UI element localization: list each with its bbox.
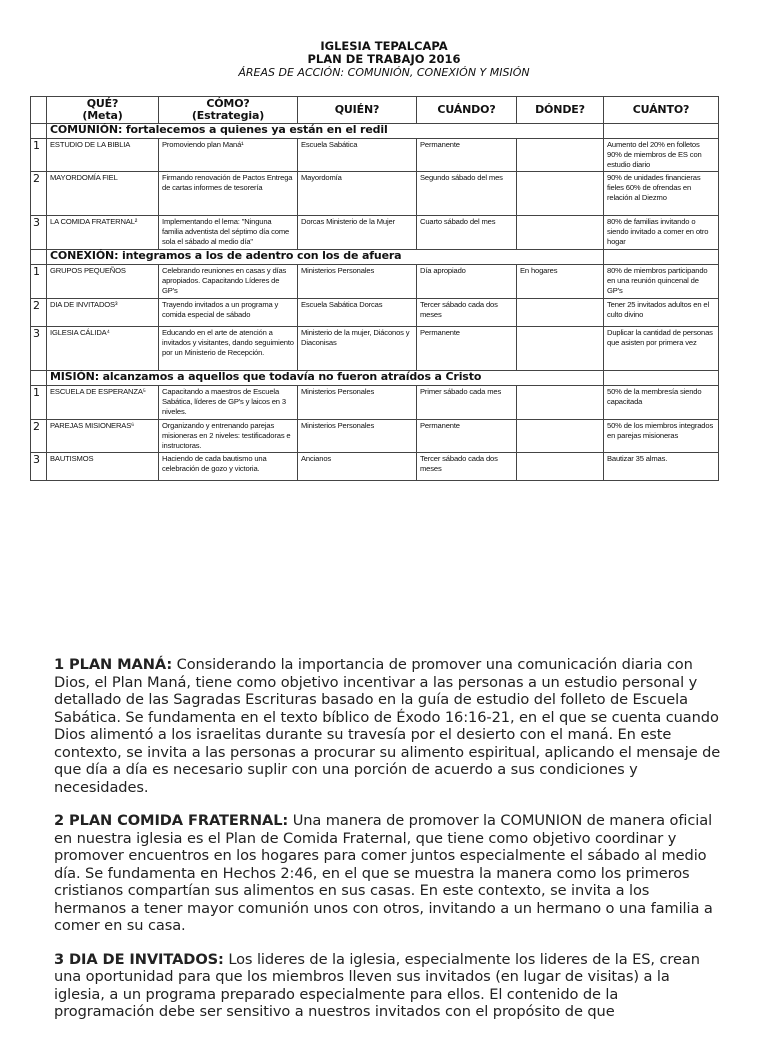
header-donde: DÓNDE? (517, 97, 604, 124)
table-row (31, 139, 719, 172)
plan-title: PLAN DE TRABAJO 2016 (307, 52, 461, 66)
row-num: 3 (31, 216, 47, 250)
cell-quien: Dorcas Ministerio de la Mujer (298, 216, 417, 250)
table-row (31, 299, 719, 327)
cell-que: ESTUDIO DE LA BIBLIA (47, 139, 159, 172)
cell-quien: Escuela Sabática Dorcas (298, 299, 417, 327)
document-header (0, 40, 768, 80)
row-num: 2 (31, 172, 47, 216)
cell-cuando: Cuarto sábado del mes (417, 216, 517, 250)
header-cuanto: CUÁNTO? (604, 97, 719, 124)
cell-donde (517, 216, 604, 250)
row-num: 3 (31, 453, 47, 481)
cell-cuando: Permanente (417, 420, 517, 453)
cell-cuanto: 80% de familias invitando o siendo invitado a comer en otro hogar (604, 216, 719, 250)
row-num: 1 (31, 386, 47, 420)
table-row (31, 386, 719, 420)
cell-como: Haciendo de cada bautismo una celebración de gozo y victoria. (159, 453, 298, 481)
cell-que: MAYORDOMÍA FIEL (47, 172, 159, 216)
cell-donde (517, 386, 604, 420)
cell-como: Trayendo invitados a un programa y comida especial de sábado (159, 299, 298, 327)
section-title: CONEXIÓN: integramos a los de adentro con los de afuera (47, 250, 604, 265)
work-plan-table (30, 96, 719, 481)
cell-que: GRUPOS PEQUEÑOS (47, 265, 159, 299)
table-row (31, 327, 719, 371)
row-num: 2 (31, 420, 47, 453)
note-lead: 3 DIA DE INVITADOS: (54, 950, 224, 968)
cell-cuando: Tercer sábado cada dos meses (417, 299, 517, 327)
note-text: Los lideres de la iglesia, especialmente los lideres de la ES, crean una oportunidad para que los miembros lleven sus invitados (en lugar de visitas) a la iglesia, a un programa preparado especialmente para ellos. El contenido de la programación debe ser sensitivo a nuestros invitados con el propósito de que (54, 950, 700, 1020)
footnotes (54, 656, 722, 1037)
section-num (31, 250, 47, 265)
cell-quien: Mayordomía (298, 172, 417, 216)
cell-cuando: Tercer sábado cada dos meses (417, 453, 517, 481)
cell-que: DIA DE INVITADOS³ (47, 299, 159, 327)
cell-que: LA COMIDA FRATERNAL² (47, 216, 159, 250)
cell-donde (517, 420, 604, 453)
cell-donde (517, 172, 604, 216)
row-num: 2 (31, 299, 47, 327)
section-empty (604, 371, 719, 386)
section-row (31, 124, 719, 139)
cell-cuanto: Duplicar la cantidad de personas que asisten por primera vez (604, 327, 719, 371)
note-text: Una manera de promover la COMUNION de manera oficial en nuestra iglesia es el Plan de Comida Fraternal, que tiene como objetivo coordinar y promover encuentros en los hogares para comer juntos especialmente el sábado al medio día. Se fundamenta en Hechos 2:46, en el que se muestra la manera como los primeros cristianos compartían sus alimentos en sus casas. En este contexto, se invita a los hermanos a tener mayor comunión unos con otros, invitando a un hermano o una familia a comer en su casa. (54, 812, 713, 934)
table-row (31, 453, 719, 481)
cell-donde (517, 453, 604, 481)
header-como: CÓMO? (Estrategia) (159, 97, 298, 124)
cell-como: Promoviendo plan Maná¹ (159, 139, 298, 172)
table-row (31, 216, 719, 250)
section-row (31, 250, 719, 265)
cell-como: Capacitando a maestros de Escuela Sabática, líderes de GP's y laicos en 3 niveles. (159, 386, 298, 420)
section-row (31, 371, 719, 386)
cell-donde: En hogares (517, 265, 604, 299)
cell-cuanto: 50% de los miembros integrados en parejas misioneras (604, 420, 719, 453)
header-quien: QUIÉN? (298, 97, 417, 124)
cell-como: Organizando y entrenando parejas misioneras en 2 niveles: testificadoras e instructoras. (159, 420, 298, 453)
note-plan-mana (54, 656, 722, 796)
section-num (31, 124, 47, 139)
cell-quien: Ministerios Personales (298, 265, 417, 299)
cell-quien: Escuela Sabática (298, 139, 417, 172)
cell-que: BAUTISMOS (47, 453, 159, 481)
cell-cuando: Primer sábado cada mes (417, 386, 517, 420)
header-que: QUÉ? (Meta) (47, 97, 159, 124)
cell-que: PAREJAS MISIONERAS⁶ (47, 420, 159, 453)
cell-cuanto: Aumento del 20% en folletos 90% de miembros de ES con estudio diario (604, 139, 719, 172)
cell-quien: Ministerios Personales (298, 386, 417, 420)
church-name: IGLESIA TEPALCAPA (320, 39, 448, 53)
cell-cuando: Permanente (417, 327, 517, 371)
cell-como: Educando en el arte de atención a invitados y visitantes, dando seguimiento por un Ministerio de Recepción. (159, 327, 298, 371)
cell-cuanto: Bautizar 35 almas. (604, 453, 719, 481)
note-text: Considerando la importancia de promover una comunicación diaria con Dios, el Plan Maná, tiene como objetivo incentivar a las personas a un estudio personal y detallado de las Sagradas Escrituras basado en la guía de estudio del folleto de Escuela Sabática. Se fundamenta en el texto bíblico de Éxodo 16:16-21, en el que se cuenta cuando Dios alimentó a los israelitas durante su travesía por el desierto con el maná. En este contexto, se invita a las personas a procurar su alimento espiritual, aplicando el mensaje de que día a día es necesario suplir con una porción de acuerdo a sus condiciones y necesidades. (54, 656, 721, 796)
table-row (31, 420, 719, 453)
header-cuando: CUÁNDO? (417, 97, 517, 124)
section-title: COMUNIÓN: fortalecemos a quienes ya están en el redil (47, 124, 604, 139)
section-title: MISIÓN: alcanzamos a aquellos que todavía no fueron atraídos a Cristo (47, 371, 604, 386)
note-comida-fraternal (54, 812, 722, 935)
cell-quien: Ministerios Personales (298, 420, 417, 453)
cell-quien: Ancianos (298, 453, 417, 481)
section-empty (604, 124, 719, 139)
header-num (31, 97, 47, 124)
cell-cuanto: Tener 25 invitados adultos en el culto divino (604, 299, 719, 327)
cell-que: IGLESIA CÁLIDA⁴ (47, 327, 159, 371)
cell-cuando: Permanente (417, 139, 517, 172)
section-num (31, 371, 47, 386)
note-lead: 1 PLAN MANÁ: (54, 656, 173, 673)
cell-donde (517, 299, 604, 327)
section-empty (604, 250, 719, 265)
table-row (31, 265, 719, 299)
note-lead: 2 PLAN COMIDA FRATERNAL: (54, 812, 289, 829)
table-header-row (31, 97, 719, 124)
areas-subtitle: ÁREAS DE ACCIÓN: COMUNIÓN, CONEXIÓN Y MISIÓN (238, 66, 530, 79)
cell-cuanto: 80% de miembros participando en una reunión quincenal de GP's (604, 265, 719, 299)
cell-como: Implementando el lema: "Ninguna familia adventista del séptimo día come sola el sábado al medio día" (159, 216, 298, 250)
cell-cuanto: 50% de la membresía siendo capacitada (604, 386, 719, 420)
cell-como: Firmando renovación de Pactos Entrega de cartas informes de tesorería (159, 172, 298, 216)
cell-quien: Ministerio de la mujer, Diáconos y Diaconisas (298, 327, 417, 371)
cell-cuando: Segundo sábado del mes (417, 172, 517, 216)
cell-que: ESCUELA DE ESPERANZA⁵ (47, 386, 159, 420)
note-dia-invitados (54, 951, 722, 1021)
row-num: 1 (31, 265, 47, 299)
cell-cuando: Día apropiado (417, 265, 517, 299)
table-row (31, 172, 719, 216)
cell-como: Celebrando reuniones en casas y días apropiados. Capacitando Líderes de GP's (159, 265, 298, 299)
cell-donde (517, 327, 604, 371)
cell-cuanto: 90% de unidades financieras fieles 60% de ofrendas en relación al Diezmo (604, 172, 719, 216)
row-num: 1 (31, 139, 47, 172)
cell-donde (517, 139, 604, 172)
row-num: 3 (31, 327, 47, 371)
